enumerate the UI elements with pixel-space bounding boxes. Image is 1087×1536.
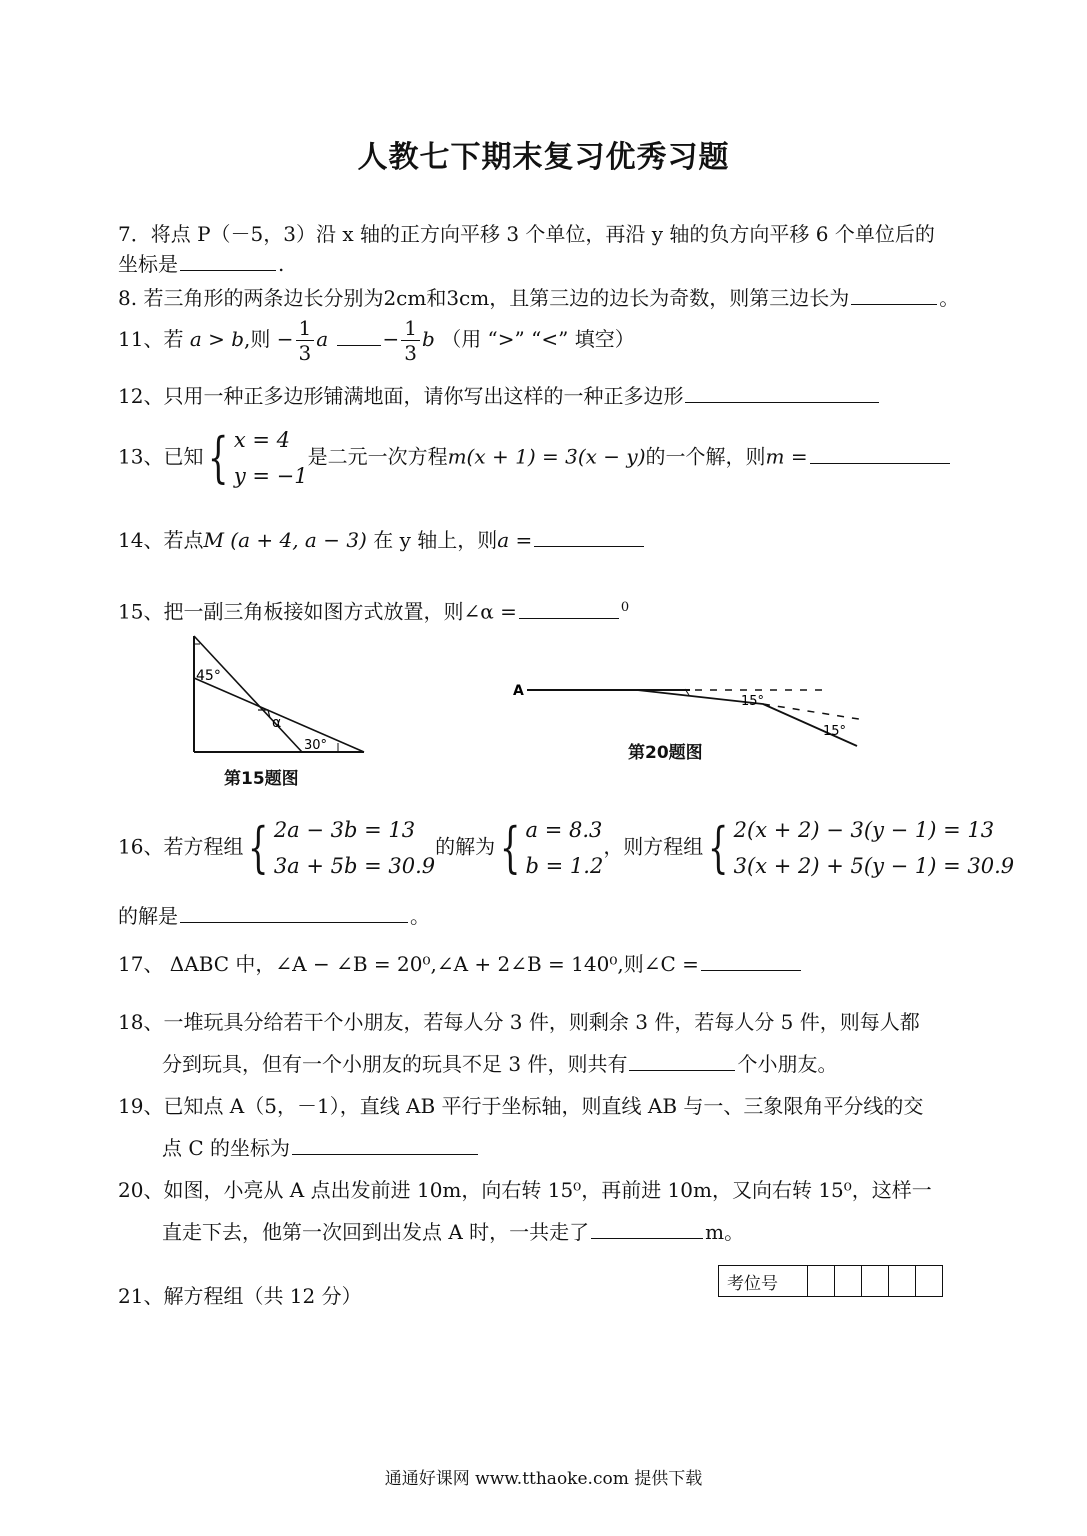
- fraction: $\frac{1}{3}$: [296, 316, 315, 365]
- answer-blank: [180, 904, 408, 923]
- question-16: 16、若方程组{ 2a − 3b = 13 3a + 5b = 30.9 的解为{ a = 8.3 b = 1.2 ，则方程组{ 2(x + 2) − 3(y − 1) = 13 3(x + 2) + 5(y − 1) = 30.9: [118, 812, 1014, 888]
- question-11: 11、若 a > b,则 − $\frac{1}{3}$ a − $\frac{1}{3}$ b （用 “>” “<” 填空）: [118, 316, 635, 365]
- question-15: 15、把一副三角板接如图方式放置，则∠α = $^0$: [118, 599, 630, 624]
- alpha-label: α: [272, 715, 282, 731]
- answer-blank: [851, 286, 937, 305]
- figure-15-diagram: [180, 630, 380, 765]
- seat-number-label: 考位号: [719, 1266, 808, 1297]
- question-7-line1: 7．将点 P（－5，3）沿 x 轴的正方向平移 3 个单位，再沿 y 轴的负方向平移 6 个单位后的: [118, 222, 935, 246]
- equation-system: x = 4 y = −1: [233, 428, 308, 488]
- angle-30-label: 30°: [304, 738, 328, 753]
- left-brace: {: [248, 816, 269, 879]
- question-8: 8. 若三角形的两条边长分别为2cm和3cm，且第三边的边长为奇数，则第三边长为 。: [118, 286, 960, 310]
- question-13: 13、已知{ x = 4 y = −1 是二元一次方程m(x + 1) = 3(x − y)的一个解，则m =: [118, 422, 952, 494]
- answer-blank: [685, 384, 879, 403]
- question-16-line2: 的解是 。: [118, 904, 430, 928]
- seat-number-cell[interactable]: [835, 1266, 862, 1297]
- left-brace: {: [708, 816, 729, 879]
- question-12: 12、只用一种正多边形铺满地面，请你写出这样的一种正多边形: [118, 382, 881, 410]
- page-footer: 通通好课网 www.tthaoke.com 提供下载: [384, 1469, 703, 1489]
- left-brace: {: [208, 426, 229, 489]
- question-19-line1: 19、已知点 A（5，－1），直线 AB 平行于坐标轴，则直线 AB 与一、三象限角平分线的交: [118, 1094, 924, 1118]
- answer-blank: [591, 1220, 703, 1239]
- seat-number-cell[interactable]: [808, 1266, 835, 1297]
- question-17: 17、 ΔABC 中，∠A − ∠B = 20⁰,∠A + 2∠B = 140⁰,则∠C =: [118, 950, 803, 978]
- page-title: 人教七下期末复习优秀习题: [357, 140, 730, 175]
- answer-blank: [180, 252, 276, 271]
- angle-15-label-1: 15°: [741, 694, 765, 709]
- answer-blank: [810, 445, 950, 464]
- answer-blank: [534, 528, 644, 547]
- answer-blank: [519, 600, 619, 619]
- angle-45-label: 45°: [196, 668, 221, 684]
- question-18-line1: 18、一堆玩具分给若干个小朋友，若每人分 3 件，则剩余 3 件，若每人分 5 件，则每人都: [118, 1010, 920, 1034]
- question-7-line2: 坐标是 .: [118, 252, 285, 276]
- question-14: 14、若点M (a + 4, a − 3) 在 y 轴上，则a =: [118, 526, 646, 554]
- question-20-line2: 直走下去，他第一次回到出发点 A 时，一共走了 m。: [162, 1220, 745, 1244]
- answer-blank: [292, 1136, 478, 1155]
- left-brace: {: [500, 816, 521, 879]
- answer-blank: [337, 327, 381, 346]
- question-20-line1: 20、如图，小亮从 A 点出发前进 10m，向右转 15⁰，再前进 10m，又向右转 15⁰，这样一: [118, 1178, 932, 1202]
- answer-blank: [701, 952, 801, 971]
- fraction: $\frac{1}{3}$: [401, 316, 420, 365]
- equation-system-2: 2(x + 2) − 3(y − 1) = 13 3(x + 2) + 5(y − 1) = 30.9: [733, 818, 1015, 878]
- seat-number-cell[interactable]: [916, 1266, 943, 1297]
- seat-number-cell[interactable]: [889, 1266, 916, 1297]
- seat-number-table: [718, 1265, 943, 1297]
- figure-20-caption: 第20题图: [628, 743, 703, 763]
- seat-number-cell[interactable]: [862, 1266, 889, 1297]
- angle-15-label-2: 15°: [823, 724, 847, 739]
- question-19-line2: 点 C 的坐标为: [162, 1134, 480, 1162]
- question-21: 21、解方程组（共 12 分）: [118, 1284, 362, 1308]
- point-A-label: A: [513, 683, 524, 699]
- question-18-line2: 分到玩具，但有一个小朋友的玩具不足 3 件，则共有 个小朋友。: [162, 1052, 838, 1076]
- answer-blank: [629, 1052, 735, 1071]
- figure-15-caption: 第15题图: [224, 769, 299, 789]
- solution-system: a = 8.3 b = 1.2: [525, 818, 604, 878]
- equation-system-1: 2a − 3b = 13 3a + 5b = 30.9: [273, 818, 436, 878]
